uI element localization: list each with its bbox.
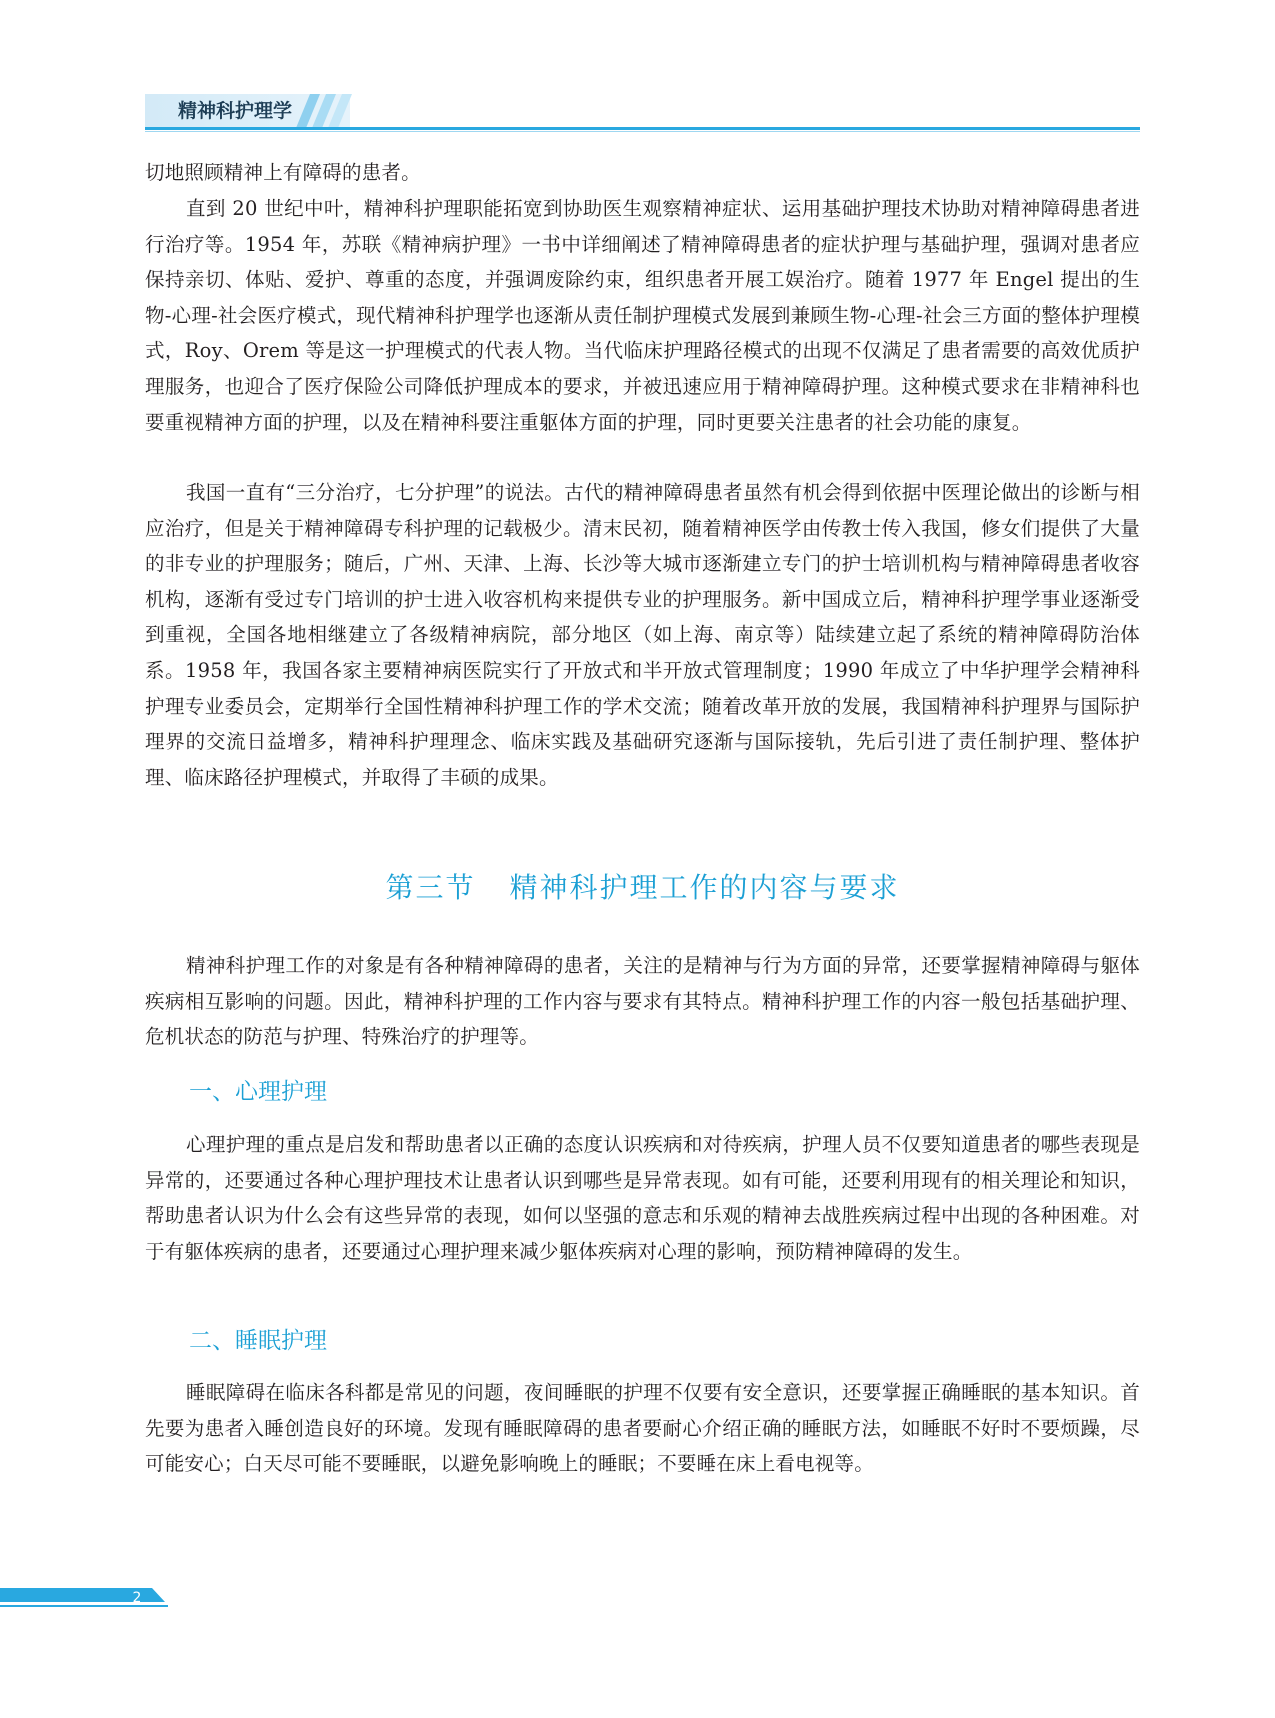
- paragraph-history-china: 我国一直有“三分治疗，七分护理”的说法。古代的精神障碍患者虽然有机会得到依据中医理论做出的诊断与相应治疗，但是关于精神障碍专科护理的记载极少。清末民初，随着精神医学由传教士传入我国，修女们提供了大量的非专业的护理服务；随后，广州、天津、上海、长沙等大城市逐渐建立专门的护士培训机构与精神障碍患者收容机构，逐渐有受过专门培训的护士进入收容机构来提供专业的护理服务。新中国成立后，精神科护理学事业逐渐受到重视，全国各地相继建立了各级精神病院，部分地区（如上海、南京等）陆续建立起了系统的精神障碍防治体系。1958 年，我国各家主要精神病医院实行了开放式和半开放式管理制度；1990 年成立了中华护理学会精神科护理专业委员会，定期举行全国性精神科护理工作的学术交流；随着改革开放的发展，我国精神科护理界与国际护理界的交流日益增多，精神科护理理念、临床实践及基础研究逐渐与国际接轨，先后引进了责任制护理、整体护理、临床路径护理模式，并取得了丰硕的成果。: [145, 481, 1140, 789]
- page-number-tab: [0, 1588, 175, 1612]
- page-number: 2: [132, 1590, 142, 1606]
- header-rule: [145, 127, 1140, 130]
- header-rule-thin: [145, 131, 1140, 132]
- header-stripes-decoration: [290, 94, 360, 128]
- paragraph-history-modern: 直到 20 世纪中叶，精神科护理职能拓宽到协助医生观察精神症状、运用基础护理技术协助对精神障碍患者进行治疗等。1954 年，苏联《精神病护理》一书中详细阐述了精神障碍患者的症状护理与基础护理，强调对患者应保持亲切、体贴、爱护、尊重的态度，并强调废除约束，组织患者开展工娱治疗。随着 1977 年 Engel 提出的生物-心理-社会医疗模式，现代精神科护理学也逐渐从责任制护理模式发展到兼顾生物-心理-社会三方面的整体护理模式，Roy、Orem 等是这一护理模式的代表人物。当代临床护理路径模式的出现不仅满足了患者需要的高效优质护理服务，也迎合了医疗保险公司降低护理成本的要求，并被迅速应用于精神障碍护理。这种模式要求在非精神科也要重视精神方面的护理，以及在精神科要注重躯体方面的护理，同时更要关注患者的社会功能的康复。: [145, 197, 1140, 434]
- paragraph-psychological-care: 心理护理的重点是启发和帮助患者以正确的态度认识疾病和对待疾病，护理人员不仅要知道患者的哪些表现是异常的，还要通过各种心理护理技术让患者认识到哪些是异常表现。如有可能，还要利用现有的相关理论和知识，帮助患者认识为什么会有这些异常的表现，如何以坚强的意志和乐观的精神去战胜疾病过程中出现的各种困难。对于有躯体疾病的患者，还要通过心理护理来减少躯体疾病对心理的影响，预防精神障碍的发生。: [145, 1133, 1140, 1263]
- paragraph-continuation: 切地照顾精神上有障碍的患者。: [145, 161, 421, 184]
- section-heading: [145, 868, 1140, 908]
- running-header-title: 精神科护理学: [178, 100, 293, 122]
- section-number: 第三节: [385, 871, 476, 904]
- subheading-sleep-care: 二、睡眠护理: [189, 1328, 327, 1354]
- section-title-text: 精神科护理工作的内容与要求: [509, 871, 900, 904]
- paragraph-sleep-care: 睡眠障碍在临床各科都是常见的问题，夜间睡眠的护理不仅要有安全意识，还要掌握正确睡眠的基本知识。首先要为患者入睡创造良好的环境。发现有睡眠障碍的患者要耐心介绍正确的睡眠方法，如睡眠不好时不要烦躁，尽可能安心；白天尽可能不要睡眠，以避免影响晚上的睡眠；不要睡在床上看电视等。: [145, 1381, 1140, 1476]
- subheading-psychological-care: 一、心理护理: [189, 1079, 327, 1105]
- section-intro-paragraph: 精神科护理工作的对象是有各种精神障碍的患者，关注的是精神与行为方面的异常，还要掌握精神障碍与躯体疾病相互影响的问题。因此，精神科护理的工作内容与要求有其特点。精神科护理工作的内容一般包括基础护理、危机状态的防范与护理、特殊治疗的护理等。: [145, 954, 1140, 1049]
